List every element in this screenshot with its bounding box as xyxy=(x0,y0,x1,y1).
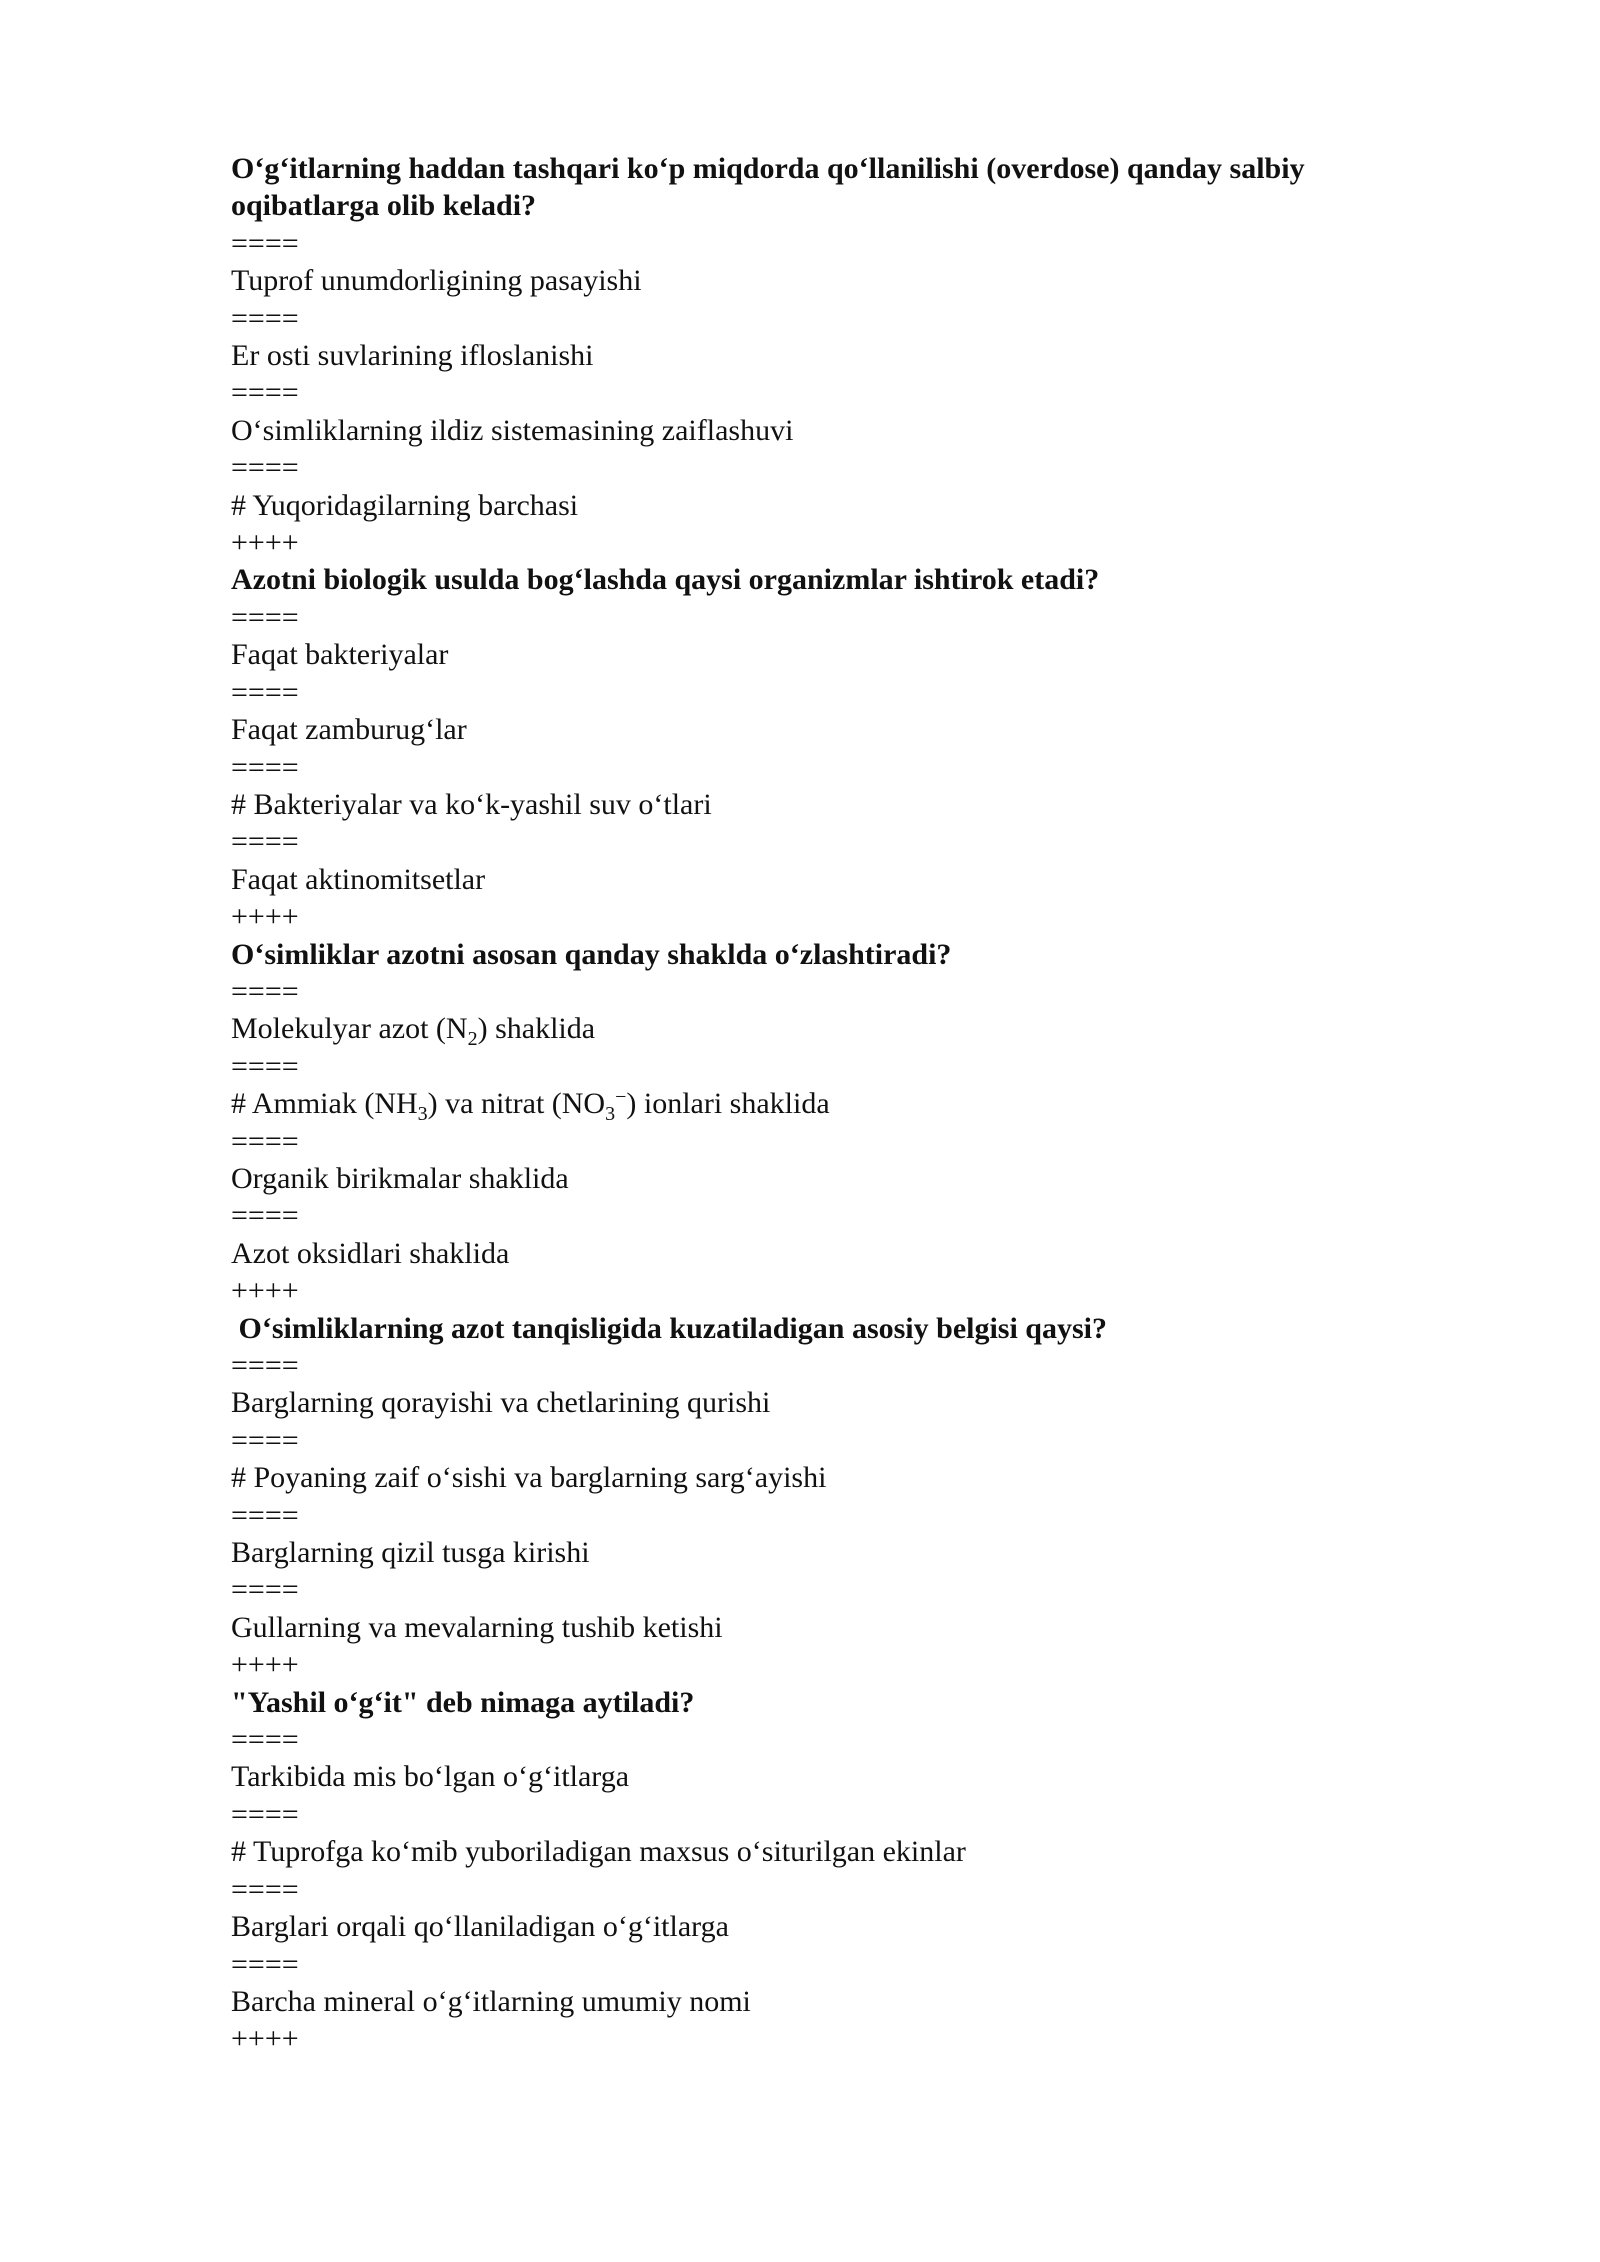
option-separator: ==== xyxy=(231,226,299,260)
option-separator: ==== xyxy=(231,1723,299,1757)
subscript: 2 xyxy=(467,1028,478,1051)
option-separator: ==== xyxy=(231,750,299,784)
option-separator: ==== xyxy=(231,600,299,634)
answer-option: Faqat aktinomitsetlar xyxy=(231,862,486,896)
option-separator: ==== xyxy=(231,1947,299,1981)
option-text: ) ionlari shaklida xyxy=(626,1087,830,1121)
option-separator: ==== xyxy=(231,451,299,485)
option-separator: ==== xyxy=(231,1199,299,1233)
subscript: 3 xyxy=(605,1103,616,1126)
answer-option-correct: # Yuqoridagilarning barchasi xyxy=(231,488,579,522)
option-separator: ==== xyxy=(231,1573,299,1607)
document-page xyxy=(231,150,1411,2058)
answer-option: Azot oksidlari shaklida xyxy=(231,1236,510,1270)
option-text: Molekulyar azot (N xyxy=(231,1012,468,1046)
answer-option xyxy=(231,1010,1411,1051)
answer-option: Gullarning va mevalarning tushib ketishi xyxy=(231,1610,723,1644)
option-text: ) shaklida xyxy=(477,1012,596,1046)
question-text: Azotni biologik usulda bog‘lashda qaysi organizmlar ishtirok etadi? xyxy=(231,563,1100,597)
question-separator: ++++ xyxy=(231,900,299,934)
question-separator: ++++ xyxy=(231,526,299,560)
option-text: # Ammiak (NH xyxy=(231,1087,418,1121)
answer-option: Barglarning qizil tusga kirishi xyxy=(231,1536,590,1570)
superscript: − xyxy=(615,1086,627,1109)
answer-option-correct xyxy=(231,1085,1411,1126)
question-separator: ++++ xyxy=(231,2022,299,2056)
question-text: "Yashil o‘g‘it" deb nimaga aytiladi? xyxy=(231,1685,695,1719)
answer-option: O‘simliklarning ildiz sistemasining zaiflashuvi xyxy=(231,413,794,447)
answer-option-correct: # Tuprofga ko‘mib yuboriladigan maxsus o‘siturilgan ekinlar xyxy=(231,1835,966,1869)
option-separator: ==== xyxy=(231,301,299,335)
option-separator: ==== xyxy=(231,1797,299,1831)
answer-option: Tuprof unumdorligining pasayishi xyxy=(231,264,642,298)
answer-option: Tarkibida mis bo‘lgan o‘g‘itlarga xyxy=(231,1760,630,1794)
option-separator: ==== xyxy=(231,1872,299,1906)
option-separator: ==== xyxy=(231,974,299,1008)
answer-option: Barglari orqali qo‘llaniladigan o‘g‘itlarga xyxy=(231,1910,729,1944)
question-separator: ++++ xyxy=(231,1274,299,1308)
answer-option: Er osti suvlarining ifloslanishi xyxy=(231,339,594,373)
option-separator: ==== xyxy=(231,825,299,859)
option-separator: ==== xyxy=(231,376,299,410)
option-separator: ==== xyxy=(231,1049,299,1083)
answer-option: Faqat bakteriyalar xyxy=(231,638,449,672)
answer-option: Organik birikmalar shaklida xyxy=(231,1161,569,1195)
option-separator: ==== xyxy=(231,675,299,709)
question-separator: ++++ xyxy=(231,1648,299,1682)
answer-option: Barglarning qorayishi va chetlarining qurishi xyxy=(231,1386,771,1420)
answer-option-correct: # Poyaning zaif o‘sishi va barglarning sarg‘ayishi xyxy=(231,1461,827,1495)
option-separator: ==== xyxy=(231,1349,299,1382)
answer-option-correct: # Bakteriyalar va ko‘k-yashil suv o‘tlari xyxy=(231,787,712,821)
option-separator: ==== xyxy=(231,1498,299,1532)
question-text: O‘simliklar azotni asosan qanday shaklda o‘zlashtiradi? xyxy=(231,937,952,971)
subscript: 3 xyxy=(417,1103,428,1126)
answer-option: Barcha mineral o‘g‘itlarning umumiy nomi xyxy=(231,1984,751,2018)
option-separator: ==== xyxy=(231,1423,299,1457)
option-text: ) va nitrat (NO xyxy=(427,1087,606,1121)
option-separator: ==== xyxy=(231,1124,299,1158)
answer-option: Faqat zamburug‘lar xyxy=(231,713,467,747)
question-text: O‘g‘itlarning haddan tashqari ko‘p miqdorda qo‘llanilishi (overdose) qanday salbiy oqibatlarga olib keladi? xyxy=(231,152,1313,223)
question-text: O‘simliklarning azot tanqisligida kuzatiladigan asosiy belgisi qaysi? xyxy=(231,1311,1108,1345)
